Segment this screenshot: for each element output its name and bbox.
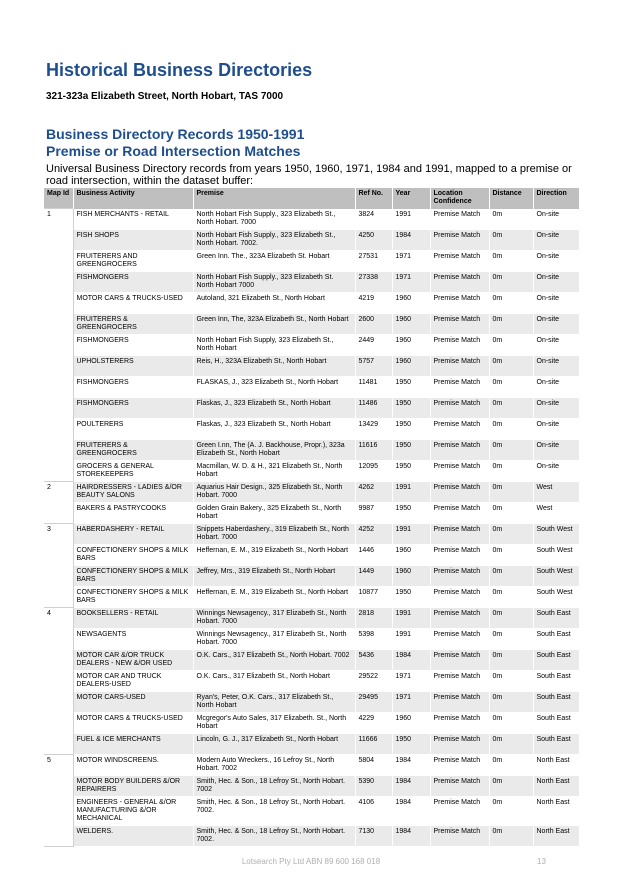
- cell-map-id: 1: [44, 209, 73, 230]
- cell-premise: Flaskas, J., 323 Elizabeth St., North Hobart: [193, 397, 355, 418]
- cell-direction: North East: [533, 796, 579, 825]
- cell-location-confidence: Premise Match: [430, 754, 489, 775]
- cell-premise: Green Inn, The, 323A Elizabeth St., North Hobart: [193, 313, 355, 334]
- cell-year: 1984: [392, 754, 430, 775]
- cell-map-id: 3: [44, 523, 73, 544]
- cell-year: 1971: [392, 691, 430, 712]
- cell-ref-no: 29522: [355, 670, 392, 691]
- cell-business-activity: FISHMONGERS: [73, 376, 193, 397]
- table-row: [44, 271, 579, 292]
- cell-year: 1971: [392, 271, 430, 292]
- cell-business-activity: FRUITERERS AND GREENGROCERS: [73, 250, 193, 271]
- cell-year: 1984: [392, 649, 430, 670]
- cell-location-confidence: Premise Match: [430, 586, 489, 607]
- cell-ref-no: 27531: [355, 250, 392, 271]
- table-row: [44, 796, 579, 825]
- cell-ref-no: 4229: [355, 712, 392, 733]
- column-header-business-activity: Business Activity: [73, 188, 193, 209]
- cell-direction: South East: [533, 733, 579, 754]
- cell-location-confidence: Premise Match: [430, 544, 489, 565]
- cell-direction: On-site: [533, 376, 579, 397]
- cell-distance: 0m: [489, 439, 533, 460]
- cell-premise: Winnings Newsagency., 317 Elizabeth St., North Hobart. 7000: [193, 607, 355, 628]
- table-row: [44, 209, 579, 230]
- section-title-line1: Business Directory Records 1950-1991: [46, 126, 305, 142]
- cell-map-id: [44, 544, 73, 565]
- cell-map-id: [44, 355, 73, 376]
- cell-direction: On-site: [533, 250, 579, 271]
- cell-year: 1950: [392, 586, 430, 607]
- cell-map-id: 5: [44, 754, 73, 775]
- cell-location-confidence: Premise Match: [430, 460, 489, 481]
- cell-year: 1991: [392, 628, 430, 649]
- cell-premise: Heffernan, E. M., 319 Elizabeth St., North Hobart: [193, 544, 355, 565]
- cell-map-id: 4: [44, 607, 73, 628]
- cell-year: 1950: [392, 418, 430, 439]
- cell-year: 1960: [392, 313, 430, 334]
- cell-distance: 0m: [489, 250, 533, 271]
- cell-map-id: [44, 796, 73, 825]
- cell-distance: 0m: [489, 460, 533, 481]
- cell-business-activity: MOTOR BODY BUILDERS &/OR REPAIRERS: [73, 775, 193, 796]
- cell-distance: 0m: [489, 670, 533, 691]
- table-row: [44, 825, 579, 846]
- cell-location-confidence: Premise Match: [430, 733, 489, 754]
- column-header-location-confidence: Location Confidence: [430, 188, 489, 209]
- cell-map-id: [44, 292, 73, 313]
- table-header-row: [44, 188, 579, 209]
- cell-business-activity: UPHOLSTERERS: [73, 355, 193, 376]
- cell-ref-no: 2600: [355, 313, 392, 334]
- cell-map-id: [44, 670, 73, 691]
- cell-ref-no: 7130: [355, 825, 392, 846]
- cell-distance: 0m: [489, 502, 533, 523]
- cell-map-id: [44, 628, 73, 649]
- cell-business-activity: MOTOR WINDSCREENS.: [73, 754, 193, 775]
- cell-location-confidence: Premise Match: [430, 439, 489, 460]
- cell-ref-no: 2818: [355, 607, 392, 628]
- cell-year: 1991: [392, 607, 430, 628]
- table-row: [44, 691, 579, 712]
- cell-year: 1960: [392, 565, 430, 586]
- site-address: 321-323a Elizabeth Street, North Hobart, TAS 7000: [46, 91, 284, 102]
- cell-distance: 0m: [489, 334, 533, 355]
- cell-distance: 0m: [489, 754, 533, 775]
- cell-business-activity: FRUITERERS & GREENGROCERS: [73, 439, 193, 460]
- table-row: [44, 670, 579, 691]
- cell-year: 1960: [392, 712, 430, 733]
- cell-distance: 0m: [489, 544, 533, 565]
- column-header-year: Year: [392, 188, 430, 209]
- column-header-direction: Direction: [533, 188, 579, 209]
- cell-map-id: [44, 712, 73, 733]
- cell-premise: Snippets Haberdashery., 319 Elizabeth St., North Hobart. 7000: [193, 523, 355, 544]
- cell-premise: Heffernan, E. M., 319 Elizabeth St., North Hobart: [193, 586, 355, 607]
- section-title: [46, 126, 304, 160]
- cell-business-activity: FUEL & ICE MERCHANTS: [73, 733, 193, 754]
- cell-direction: South West: [533, 523, 579, 544]
- cell-business-activity: CONFECTIONERY SHOPS & MILK BARS: [73, 544, 193, 565]
- cell-map-id: [44, 229, 73, 250]
- cell-ref-no: 2449: [355, 334, 392, 355]
- cell-distance: 0m: [489, 775, 533, 796]
- cell-ref-no: 11616: [355, 439, 392, 460]
- cell-location-confidence: Premise Match: [430, 355, 489, 376]
- cell-distance: 0m: [489, 796, 533, 825]
- cell-business-activity: FRUITERERS & GREENGROCERS: [73, 313, 193, 334]
- cell-premise: Reis, H., 323A Elizabeth St., North Hobart: [193, 355, 355, 376]
- table-row: [44, 733, 579, 754]
- cell-direction: South East: [533, 628, 579, 649]
- cell-distance: 0m: [489, 586, 533, 607]
- table-row: [44, 292, 579, 313]
- table-row: [44, 355, 579, 376]
- cell-ref-no: 13429: [355, 418, 392, 439]
- table-row: [44, 502, 579, 523]
- cell-premise: FLASKAS, J., 323 Elizabeth St., North Hobart: [193, 376, 355, 397]
- cell-location-confidence: Premise Match: [430, 502, 489, 523]
- cell-year: 1971: [392, 250, 430, 271]
- cell-year: 1950: [392, 397, 430, 418]
- cell-distance: 0m: [489, 733, 533, 754]
- cell-distance: 0m: [489, 229, 533, 250]
- cell-premise: North Hobart Fish Supply., 323 Elizabeth St. North Hobart 7000: [193, 271, 355, 292]
- cell-location-confidence: Premise Match: [430, 376, 489, 397]
- cell-business-activity: HABERDASHERY - RETAIL: [73, 523, 193, 544]
- cell-location-confidence: Premise Match: [430, 712, 489, 733]
- cell-distance: 0m: [489, 418, 533, 439]
- cell-business-activity: MOTOR CAR AND TRUCK DEALERS-USED: [73, 670, 193, 691]
- cell-distance: 0m: [489, 825, 533, 846]
- cell-map-id: [44, 460, 73, 481]
- cell-premise: Lincoln, G. J., 317 Elizabeth St., North Hobart: [193, 733, 355, 754]
- cell-location-confidence: Premise Match: [430, 670, 489, 691]
- cell-direction: West: [533, 481, 579, 502]
- cell-distance: 0m: [489, 292, 533, 313]
- cell-business-activity: CONFECTIONERY SHOPS & MILK BARS: [73, 565, 193, 586]
- cell-ref-no: 4250: [355, 229, 392, 250]
- cell-premise: Macmillan, W. D. & H., 321 Elizabeth St., North Hobart: [193, 460, 355, 481]
- cell-year: 1960: [392, 355, 430, 376]
- cell-premise: Ryan's, Peter, O.K. Cars., 317 Elizabeth St., North Hobart: [193, 691, 355, 712]
- cell-direction: South East: [533, 691, 579, 712]
- table-row: [44, 712, 579, 733]
- cell-map-id: [44, 376, 73, 397]
- cell-direction: South West: [533, 565, 579, 586]
- cell-year: 1950: [392, 439, 430, 460]
- footer-company: Lotsearch Pty Ltd ABN 89 600 168 018: [241, 857, 381, 866]
- cell-direction: On-site: [533, 209, 579, 230]
- cell-location-confidence: Premise Match: [430, 334, 489, 355]
- cell-location-confidence: Premise Match: [430, 607, 489, 628]
- cell-premise: North Hobart Fish Supply, 323 Elizabeth St., North Hobart: [193, 334, 355, 355]
- page-number: 13: [537, 857, 546, 866]
- cell-distance: 0m: [489, 313, 533, 334]
- cell-distance: 0m: [489, 712, 533, 733]
- table-row: [44, 628, 579, 649]
- cell-location-confidence: Premise Match: [430, 229, 489, 250]
- table-row: [44, 376, 579, 397]
- cell-direction: On-site: [533, 418, 579, 439]
- cell-business-activity: FISH MERCHANTS - RETAIL: [73, 209, 193, 230]
- cell-map-id: [44, 733, 73, 754]
- cell-ref-no: 5757: [355, 355, 392, 376]
- cell-location-confidence: Premise Match: [430, 418, 489, 439]
- cell-location-confidence: Premise Match: [430, 796, 489, 825]
- cell-location-confidence: Premise Match: [430, 628, 489, 649]
- cell-business-activity: HAIRDRESSERS - LADIES &/OR BEAUTY SALONS: [73, 481, 193, 502]
- cell-business-activity: MOTOR CARS & TRUCKS-USED: [73, 292, 193, 313]
- cell-distance: 0m: [489, 271, 533, 292]
- table-row: [44, 607, 579, 628]
- cell-location-confidence: Premise Match: [430, 649, 489, 670]
- cell-map-id: [44, 691, 73, 712]
- cell-premise: Mcgregor's Auto Sales, 317 Elizabeth. St., North Hobart: [193, 712, 355, 733]
- cell-direction: North East: [533, 825, 579, 846]
- cell-year: 1984: [392, 825, 430, 846]
- table-row: [44, 460, 579, 481]
- cell-map-id: 2: [44, 481, 73, 502]
- table-row: [44, 544, 579, 565]
- cell-distance: 0m: [489, 209, 533, 230]
- cell-distance: 0m: [489, 376, 533, 397]
- column-header-premise: Premise: [193, 188, 355, 209]
- cell-business-activity: FISHMONGERS: [73, 397, 193, 418]
- cell-distance: 0m: [489, 649, 533, 670]
- cell-premise: Smith, Hec. & Son., 18 Lefroy St., North Hobart. 7002.: [193, 796, 355, 825]
- cell-direction: On-site: [533, 439, 579, 460]
- cell-direction: North East: [533, 754, 579, 775]
- cell-business-activity: MOTOR CARS-USED: [73, 691, 193, 712]
- cell-business-activity: FISH SHOPS: [73, 229, 193, 250]
- table-row: [44, 523, 579, 544]
- cell-ref-no: 1449: [355, 565, 392, 586]
- cell-year: 1950: [392, 460, 430, 481]
- cell-premise: North Hobart Fish Supply., 323 Elizabeth St., North Hobart. 7000: [193, 209, 355, 230]
- cell-location-confidence: Premise Match: [430, 565, 489, 586]
- cell-distance: 0m: [489, 565, 533, 586]
- cell-premise: Smith, Hec. & Son., 18 Lefroy St., North Hobart. 7002.: [193, 825, 355, 846]
- cell-map-id: [44, 649, 73, 670]
- cell-premise: Winnings Newsagency., 317 Elizabeth St., North Hobart. 7000: [193, 628, 355, 649]
- cell-business-activity: FISHMONGERS: [73, 271, 193, 292]
- cell-direction: On-site: [533, 313, 579, 334]
- cell-premise: North Hobart Fish Supply., 323 Elizabeth St., North Hobart. 7002.: [193, 229, 355, 250]
- cell-business-activity: NEWSAGENTS: [73, 628, 193, 649]
- cell-ref-no: 5804: [355, 754, 392, 775]
- cell-map-id: [44, 250, 73, 271]
- cell-premise: Jeffrey, Mrs., 319 Elizabeth St., North Hobart: [193, 565, 355, 586]
- table-row: [44, 775, 579, 796]
- cell-premise: Green I.nn, The (A. J. Backhouse, Propr.), 323a Elizabeth St., North Hobart: [193, 439, 355, 460]
- cell-year: 1960: [392, 292, 430, 313]
- cell-map-id: [44, 313, 73, 334]
- cell-direction: South East: [533, 712, 579, 733]
- cell-map-id: [44, 565, 73, 586]
- table-row: [44, 586, 579, 607]
- cell-ref-no: 5390: [355, 775, 392, 796]
- table-row: [44, 649, 579, 670]
- cell-map-id: [44, 271, 73, 292]
- cell-business-activity: POULTERERS: [73, 418, 193, 439]
- cell-business-activity: GROCERS & GENERAL STOREKEEPERS: [73, 460, 193, 481]
- cell-business-activity: BAKERS & PASTRYCOOKS: [73, 502, 193, 523]
- cell-distance: 0m: [489, 628, 533, 649]
- cell-direction: On-site: [533, 292, 579, 313]
- cell-premise: Aquarius Hair Design., 325 Elizabeth St., North Hobart. 7000: [193, 481, 355, 502]
- cell-premise: Green Inn. The., 323A Elizabeth St. Hobart: [193, 250, 355, 271]
- cell-ref-no: 12095: [355, 460, 392, 481]
- cell-year: 1984: [392, 229, 430, 250]
- column-header-distance: Distance: [489, 188, 533, 209]
- cell-year: 1950: [392, 376, 430, 397]
- cell-ref-no: 11666: [355, 733, 392, 754]
- cell-premise: Smith, Hec. & Son., 18 Lefroy St., North Hobart. 7002: [193, 775, 355, 796]
- cell-year: 1971: [392, 670, 430, 691]
- cell-direction: On-site: [533, 229, 579, 250]
- cell-business-activity: CONFECTIONERY SHOPS & MILK BARS: [73, 586, 193, 607]
- table-row: [44, 229, 579, 250]
- section-intro: Universal Business Directory records from years 1950, 1960, 1971, 1984 and 1991, mapped to a premise or road intersection, within the dataset buffer:: [46, 163, 572, 187]
- cell-ref-no: 4106: [355, 796, 392, 825]
- table-row: [44, 439, 579, 460]
- cell-year: 1991: [392, 209, 430, 230]
- cell-direction: North East: [533, 775, 579, 796]
- section-title-line2: Premise or Road Intersection Matches: [46, 143, 301, 159]
- cell-year: 1950: [392, 733, 430, 754]
- cell-location-confidence: Premise Match: [430, 271, 489, 292]
- cell-year: 1991: [392, 523, 430, 544]
- cell-location-confidence: Premise Match: [430, 250, 489, 271]
- cell-ref-no: 11481: [355, 376, 392, 397]
- cell-distance: 0m: [489, 481, 533, 502]
- cell-premise: O.K. Cars., 317 Elizabeth St., North Hobart. 7002: [193, 649, 355, 670]
- cell-direction: South West: [533, 544, 579, 565]
- cell-location-confidence: Premise Match: [430, 209, 489, 230]
- cell-direction: South East: [533, 649, 579, 670]
- cell-direction: On-site: [533, 460, 579, 481]
- cell-distance: 0m: [489, 607, 533, 628]
- cell-map-id: [44, 439, 73, 460]
- cell-direction: South East: [533, 670, 579, 691]
- cell-map-id: [44, 397, 73, 418]
- cell-direction: South West: [533, 586, 579, 607]
- cell-map-id: [44, 775, 73, 796]
- cell-year: 1984: [392, 775, 430, 796]
- cell-location-confidence: Premise Match: [430, 292, 489, 313]
- cell-map-id: [44, 586, 73, 607]
- table-body: [44, 209, 579, 847]
- cell-direction: West: [533, 502, 579, 523]
- cell-map-id: [44, 418, 73, 439]
- cell-ref-no: 5436: [355, 649, 392, 670]
- cell-location-confidence: Premise Match: [430, 775, 489, 796]
- cell-distance: 0m: [489, 397, 533, 418]
- cell-ref-no: 10877: [355, 586, 392, 607]
- cell-location-confidence: Premise Match: [430, 523, 489, 544]
- cell-ref-no: 4252: [355, 523, 392, 544]
- table-row: [44, 565, 579, 586]
- cell-premise: Flaskas, J., 323 Elizabeth St., North Hobart: [193, 418, 355, 439]
- table-row: [44, 418, 579, 439]
- cell-direction: South East: [533, 607, 579, 628]
- cell-distance: 0m: [489, 691, 533, 712]
- table-row: [44, 397, 579, 418]
- cell-ref-no: 5398: [355, 628, 392, 649]
- cell-premise: Golden Grain Bakery., 325 Elizabeth St., North Hobart: [193, 502, 355, 523]
- cell-premise: Autoland, 321 Elizabeth St., North Hobart: [193, 292, 355, 313]
- cell-premise: O.K. Cars., 317 Elizabeth St., North Hobart: [193, 670, 355, 691]
- cell-direction: On-site: [533, 271, 579, 292]
- cell-premise: Modern Auto Wreckers., 16 Lefroy St., North Hobart. 7002: [193, 754, 355, 775]
- table-row: [44, 754, 579, 775]
- cell-ref-no: 27338: [355, 271, 392, 292]
- cell-location-confidence: Premise Match: [430, 313, 489, 334]
- cell-ref-no: 4219: [355, 292, 392, 313]
- table-row: [44, 481, 579, 502]
- cell-direction: On-site: [533, 397, 579, 418]
- table-row: [44, 313, 579, 334]
- page-title: Historical Business Directories: [46, 60, 313, 80]
- column-header-map-id: Map Id: [44, 188, 73, 209]
- cell-year: 1991: [392, 481, 430, 502]
- cell-ref-no: 4262: [355, 481, 392, 502]
- column-header-ref-no: Ref No.: [355, 188, 392, 209]
- cell-ref-no: 29495: [355, 691, 392, 712]
- cell-map-id: [44, 334, 73, 355]
- cell-direction: On-site: [533, 355, 579, 376]
- cell-map-id: [44, 825, 73, 846]
- cell-year: 1960: [392, 334, 430, 355]
- business-records-table: [44, 188, 580, 847]
- cell-map-id: [44, 502, 73, 523]
- cell-business-activity: MOTOR CAR &/OR TRUCK DEALERS - NEW &/OR USED: [73, 649, 193, 670]
- cell-year: 1950: [392, 502, 430, 523]
- cell-distance: 0m: [489, 523, 533, 544]
- cell-location-confidence: Premise Match: [430, 397, 489, 418]
- cell-year: 1984: [392, 796, 430, 825]
- cell-year: 1960: [392, 544, 430, 565]
- table-row: [44, 250, 579, 271]
- table-row: [44, 334, 579, 355]
- cell-ref-no: 1446: [355, 544, 392, 565]
- cell-location-confidence: Premise Match: [430, 825, 489, 846]
- cell-business-activity: FISHMONGERS: [73, 334, 193, 355]
- cell-direction: On-site: [533, 334, 579, 355]
- cell-ref-no: 3824: [355, 209, 392, 230]
- cell-ref-no: 11486: [355, 397, 392, 418]
- cell-location-confidence: Premise Match: [430, 691, 489, 712]
- cell-business-activity: WELDERS.: [73, 825, 193, 846]
- cell-business-activity: BOOKSELLERS - RETAIL: [73, 607, 193, 628]
- cell-business-activity: ENGINEERS - GENERAL &/OR MANUFACTURING &/OR MECHANICAL: [73, 796, 193, 825]
- cell-distance: 0m: [489, 355, 533, 376]
- cell-ref-no: 9987: [355, 502, 392, 523]
- cell-business-activity: MOTOR CARS & TRUCKS-USED: [73, 712, 193, 733]
- cell-location-confidence: Premise Match: [430, 481, 489, 502]
